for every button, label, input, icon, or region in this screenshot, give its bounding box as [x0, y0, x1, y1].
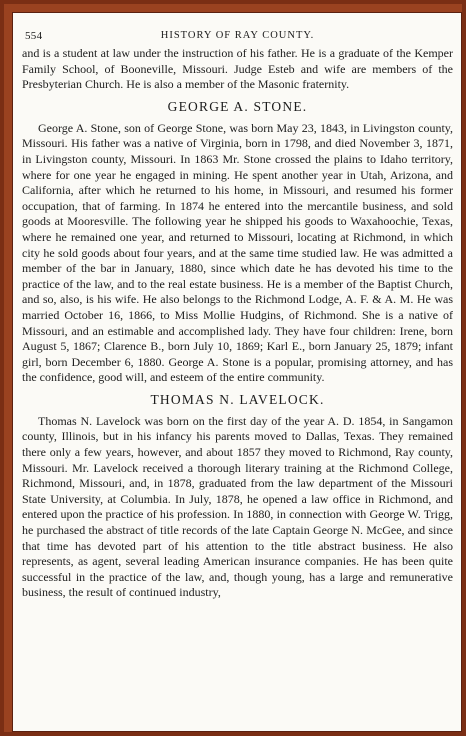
running-title: HISTORY OF RAY COUNTY. [160, 30, 315, 41]
page-number: 554 [25, 30, 43, 42]
section-text-stone: George A. Stone, son of George Stone, was born May 23, 1843, in Livingston county, Missouri. His father was a native of Virginia, born in 1798, and died November 3, 1871, in Livingston county, Missouri. In 1863 Mr. Stone crossed the plains to Idaho territory, where for one year he engaged in mining. He spent another year in Utah, Arizona, and California, after which he returned to his home, in Missouri, and resumed his former occupation, that of farming. In 1874 he entered into the mercantile business, and sold goods at Mooresville. The following year he shipped his goods to Waxahoochie, Texas, where he remained one year, and returned to Missouri, locating at Richmond, in which city he sold goods about four years, and at the same time studied law. He was admitted a member of the bar in January, 1880, since which date he has devoted his time to the practice of the law, and to the real estate business. He is a member of the Baptist Church, and so, also, is his wife. He also belongs to the Richmond Lodge, A. F. & A. M. He was married October 16, 1866, to Miss Mollie Hudgins, of Richmond. She is a native of Missouri, and an estimable and accomplished lady. They have four children: Irene, born August 5, 1867; Clarence B., born July 10, 1869; Karl E., born January 25, 1879; infant girl, born December 6, 1880. George A. Stone is a popular, promising attorney, and has the confidence, good will, and esteem of the entire community. [22, 120, 453, 385]
section-heading-stone: GEORGE A. STONE. [167, 98, 308, 114]
book-page [12, 12, 462, 732]
intro-paragraph: and is a student at law under the instruction of his father. He is a graduate of the Kemper Family School, of Booneville, Missouri. Judge Esteb and wife are members of the Presbyterian Church. He is also a member of the Masonic fraternity. [22, 46, 453, 92]
running-head [22, 30, 453, 46]
section-heading-lavelock: THOMAS N. LAVELOCK. [150, 391, 325, 407]
section-text-lavelock: Thomas N. Lavelock was born on the first day of the year A. D. 1854, in Sangamon county, Illinois, but in his infancy his parents moved to Dallas, Texas. They remained there only a few years, however, and about 1857 they moved to Richmond, Ray county, Missouri. Mr. Lavelock received a thorough literary training at the Richmond College, Richmond, Missouri, and, in 1878, graduated from the law department of the Missouri State University, at Columbia. In July, 1878, he opened a law office in Richmond, and entered upon the practice of his profession. In 1880, in connection with George W. Trigg, he purchased the abstract of title records of the late Captain George N. McGee, and since that time has devoted part of his attention to the title abstract business. He also represents, as agent, several leading American insurance companies. He has been quite successful in the practice of the law, and, though young, has a large and remunerative business, the result of continued industry, [22, 413, 453, 600]
